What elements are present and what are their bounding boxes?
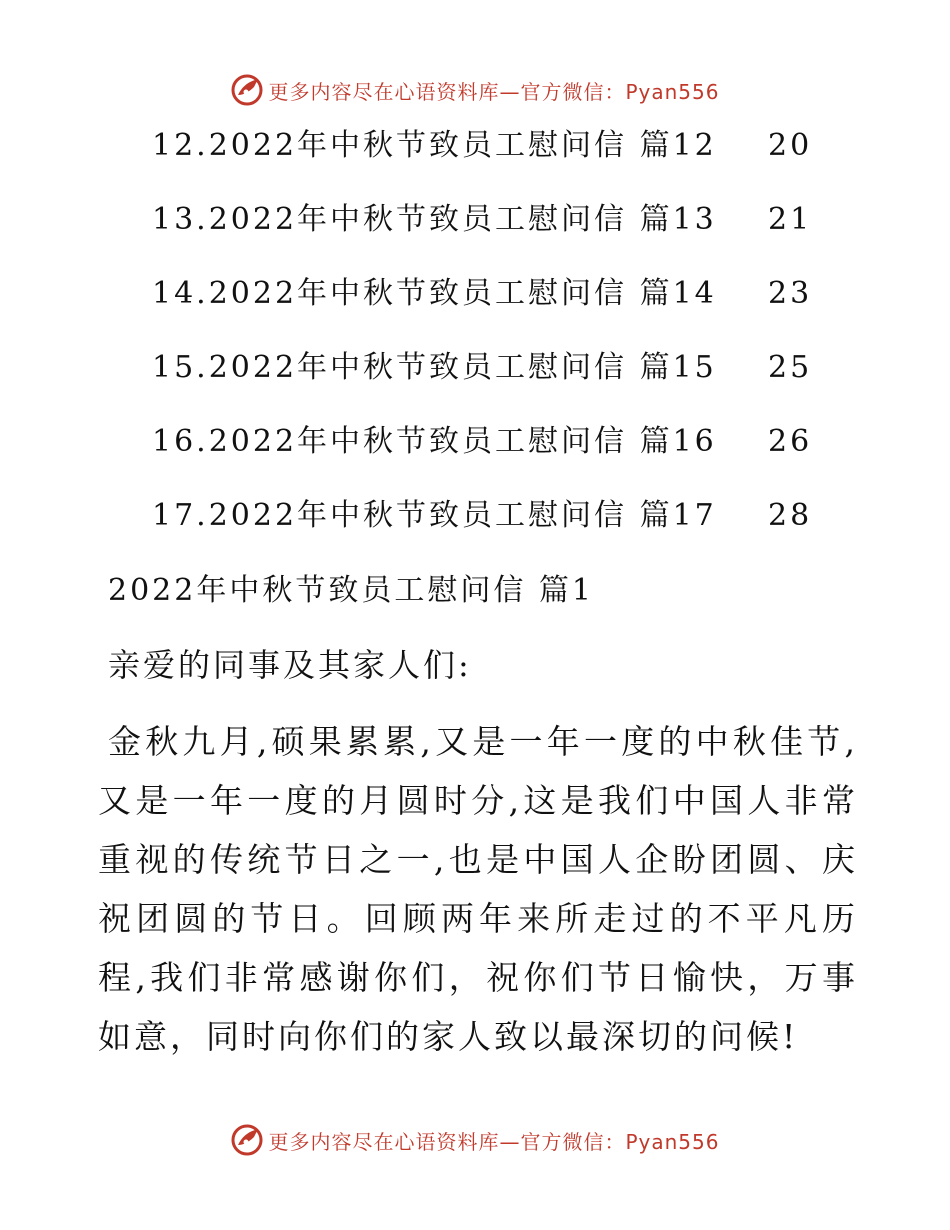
toc-entry-title: 12.2022年中秋节致员工慰问信 篇12 <box>152 128 717 163</box>
footer-banner-text: 更多内容尽在心语资料库—官方微信：Pyan556 <box>268 1129 720 1154</box>
toc-entry-title: 13.2022年中秋节致员工慰问信 篇13 <box>152 202 717 237</box>
toc-entry[interactable] <box>0 118 950 192</box>
toc-entry-page: 28 <box>768 498 813 533</box>
table-of-contents <box>0 118 950 562</box>
header-banner <box>0 70 950 110</box>
brand-logo-icon <box>230 1123 264 1157</box>
toc-entry-title: 16.2022年中秋节致员工慰问信 篇16 <box>152 424 717 459</box>
toc-entry[interactable] <box>0 192 950 266</box>
brand-logo-icon <box>230 73 264 107</box>
toc-entry-title: 17.2022年中秋节致员工慰问信 篇17 <box>152 498 717 533</box>
toc-entry-page: 26 <box>768 424 813 459</box>
header-banner-text: 更多内容尽在心语资料库—官方微信：Pyan556 <box>268 79 720 104</box>
toc-entry-page: 23 <box>768 276 813 311</box>
section-heading: 2022年中秋节致员工慰问信 篇1 <box>108 573 594 608</box>
toc-entry-page: 25 <box>768 350 813 385</box>
toc-entry-page: 20 <box>768 128 813 163</box>
letter-body: 金秋九月,硕果累累,又是一年一度的中秋佳节,又是一年一度的月圆时分,这是我们中国人非常重视的传统节日之一,也是中国人企盼团圆、庆祝团圆的节日。回顾两年来所走过的不平凡历程,我们非常感谢你们，祝你们节日愉快，万事如意，同时向你们的家人致以最深切的问候! <box>98 722 858 1056</box>
toc-entry-page: 21 <box>768 202 813 237</box>
footer-banner <box>0 1120 950 1160</box>
toc-entry[interactable] <box>0 340 950 414</box>
toc-entry-title: 14.2022年中秋节致员工慰问信 篇14 <box>152 276 717 311</box>
toc-entry[interactable] <box>0 266 950 340</box>
letter-salutation: 亲爱的同事及其家人们: <box>108 646 472 684</box>
toc-entry[interactable] <box>0 488 950 562</box>
toc-entry[interactable] <box>0 414 950 488</box>
toc-entry-title: 15.2022年中秋节致员工慰问信 篇15 <box>152 350 717 385</box>
